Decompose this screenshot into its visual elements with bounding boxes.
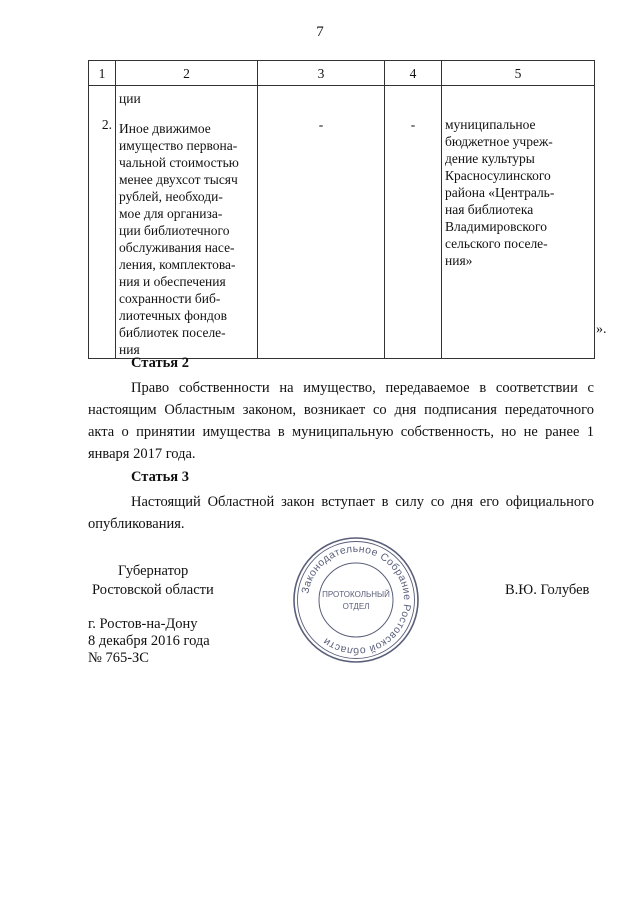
signatory-role-line-2: Ростовской области	[92, 582, 214, 598]
recipient-line: ная библиотека	[445, 202, 534, 217]
table-header-cell: 3	[258, 61, 385, 86]
property-name-line: ния	[119, 342, 140, 357]
property-name	[119, 120, 254, 358]
row-number-cell	[89, 86, 116, 359]
property-name-line: рублей, необходи-	[119, 189, 223, 204]
property-name-line: чальной стоимостью	[119, 155, 239, 170]
property-name-line: Иное движимое	[119, 121, 211, 136]
recipient-line: ния»	[445, 253, 473, 268]
property-name-line: сохранности биб-	[119, 291, 221, 306]
page-number: 7	[316, 24, 324, 40]
stamp-ring-text: Законодательное Собрание Ростовской области	[300, 543, 413, 657]
article-2-text: Право собственности на имущество, передаваемое в соответствии с настоящим Областным законом, возникает со дня подписания передаточного акта о принятии имущества в муниципальную собственность, но не ранее 1 января 2017 года.	[88, 380, 594, 462]
property-table	[88, 60, 595, 359]
article-3-text: Настоящий Областной закон вступает в силу со дня его официального опубликования.	[88, 494, 594, 532]
recipient-line: муниципальное	[445, 117, 536, 132]
signing-date: 8 декабря 2016 года	[88, 633, 210, 649]
recipient-line: района «Централь-	[445, 185, 555, 200]
table-header-row	[89, 61, 595, 86]
stamp-center-line-2: ОТДЕЛ	[342, 602, 370, 611]
property-name-line: библиотек поселе-	[119, 325, 226, 340]
continuation-text: ции	[119, 91, 141, 106]
property-name-line: ции библиотечного	[119, 223, 230, 238]
article-3-title: Статья 3	[131, 469, 189, 485]
article-2-title: Статья 2	[131, 355, 189, 371]
table-row	[89, 86, 595, 359]
property-name-line: мое для организа-	[119, 206, 223, 221]
signatory-name: В.Ю. Голубев	[505, 582, 590, 598]
table-header-cell: 4	[385, 61, 442, 86]
recipient	[445, 116, 591, 269]
closing-quote: ».	[596, 322, 607, 337]
signing-city: г. Ростов-на-Дону	[88, 616, 198, 632]
property-name-line: ния и обеспечения	[119, 274, 226, 289]
row-number: 2.	[101, 117, 112, 132]
table-header-cell: 2	[116, 61, 258, 86]
law-number: № 765-ЗС	[88, 650, 149, 666]
recipient-line: бюджетное учреж-	[445, 134, 553, 149]
column-4-cell	[385, 86, 442, 359]
column-4-value: -	[410, 117, 416, 132]
table-header-cell: 1	[89, 61, 116, 86]
property-name-cell	[116, 86, 258, 359]
column-3-cell	[258, 86, 385, 359]
recipient-cell	[442, 86, 595, 359]
table-header-cell: 5	[442, 61, 595, 86]
recipient-line: Владимировского	[445, 219, 547, 234]
recipient-line: сельского поселе-	[445, 236, 548, 251]
property-name-line: менее двухсот тысяч	[119, 172, 238, 187]
recipient-line: дение культуры	[445, 151, 535, 166]
property-name-line: имущество первона-	[119, 138, 238, 153]
stamp-center-line-1: ПРОТОКОЛЬНЫЙ	[322, 590, 390, 599]
recipient-line: Красносулинского	[445, 168, 551, 183]
column-3-value: -	[318, 117, 324, 132]
official-stamp	[290, 534, 422, 666]
signatory-role-line-1: Губернатор	[118, 563, 189, 579]
property-name-line: обслуживания насе-	[119, 240, 235, 255]
property-name-line: ления, комплектова-	[119, 257, 236, 272]
property-name-line: лиотечных фондов	[119, 308, 228, 323]
stamp-seal	[290, 534, 422, 666]
